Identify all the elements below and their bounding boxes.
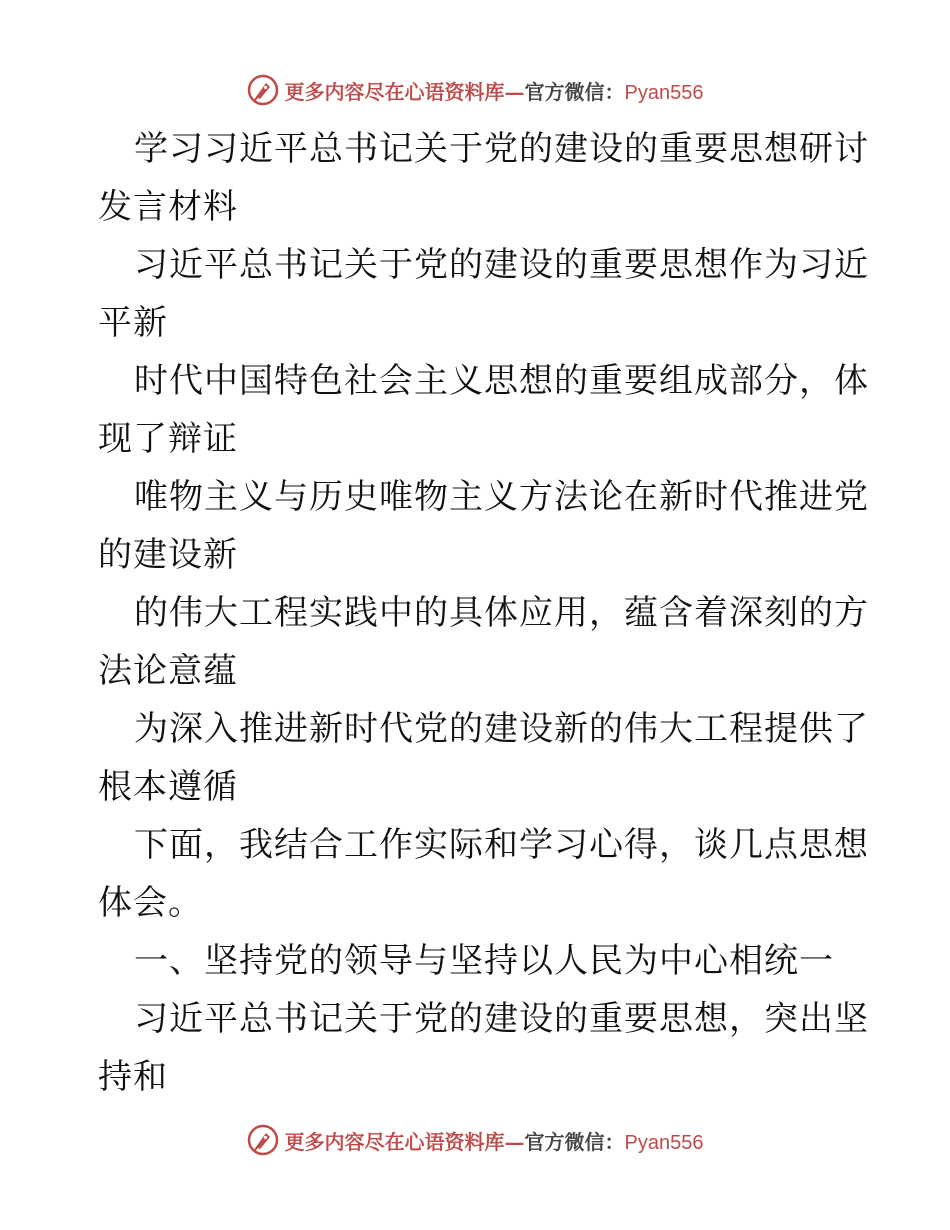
pen-nib-logo-icon bbox=[247, 74, 279, 106]
text-line: 的建设新 bbox=[98, 535, 238, 575]
pen-nib-logo-icon bbox=[247, 1124, 279, 1156]
header-banner bbox=[0, 70, 950, 110]
banner-text bbox=[285, 76, 704, 105]
text-line: 下面，我结合工作实际和学习心得，谈几点思想 bbox=[134, 825, 869, 865]
text-line: 根本遵循 bbox=[98, 767, 238, 807]
text-line: 现了辩证 bbox=[98, 419, 238, 459]
text-line: 时代中国特色社会主义思想的重要组成部分，体 bbox=[134, 361, 869, 401]
banner-separator: — bbox=[504, 1129, 525, 1154]
banner-main-text: 更多内容尽在心语资料库 bbox=[284, 79, 505, 104]
text-line: 体会。 bbox=[98, 883, 203, 923]
text-line: 持和 bbox=[98, 1057, 168, 1097]
text-line: 学习习近平总书记关于党的建设的重要思想研讨 bbox=[134, 129, 869, 169]
banner-wechat-id: Pyan556 bbox=[624, 1131, 704, 1154]
banner-main-text: 更多内容尽在心语资料库 bbox=[284, 1129, 505, 1154]
banner-wechat-id: Pyan556 bbox=[624, 81, 704, 104]
text-line: 习近平总书记关于党的建设的重要思想，突出坚 bbox=[134, 999, 869, 1039]
banner-wechat-label: 官方微信： bbox=[524, 79, 625, 104]
text-line: 平新 bbox=[98, 303, 168, 343]
banner-wechat-label: 官方微信： bbox=[524, 1129, 625, 1154]
text-line: 习近平总书记关于党的建设的重要思想作为习近 bbox=[134, 245, 869, 285]
text-line: 为深入推进新时代党的建设新的伟大工程提供了 bbox=[134, 709, 869, 749]
text-line: 法论意蕴 bbox=[98, 651, 238, 691]
text-line: 唯物主义与历史唯物主义方法论在新时代推进党 bbox=[134, 477, 869, 517]
text-line: 一、坚持党的领导与坚持以人民为中心相统一 bbox=[134, 941, 834, 981]
banner-separator: — bbox=[504, 79, 525, 104]
footer-banner bbox=[0, 1120, 950, 1160]
banner-text bbox=[285, 1126, 704, 1155]
document-body bbox=[98, 120, 869, 1106]
text-line: 发言材料 bbox=[98, 187, 238, 227]
text-line: 的伟大工程实践中的具体应用，蕴含着深刻的方 bbox=[134, 593, 869, 633]
